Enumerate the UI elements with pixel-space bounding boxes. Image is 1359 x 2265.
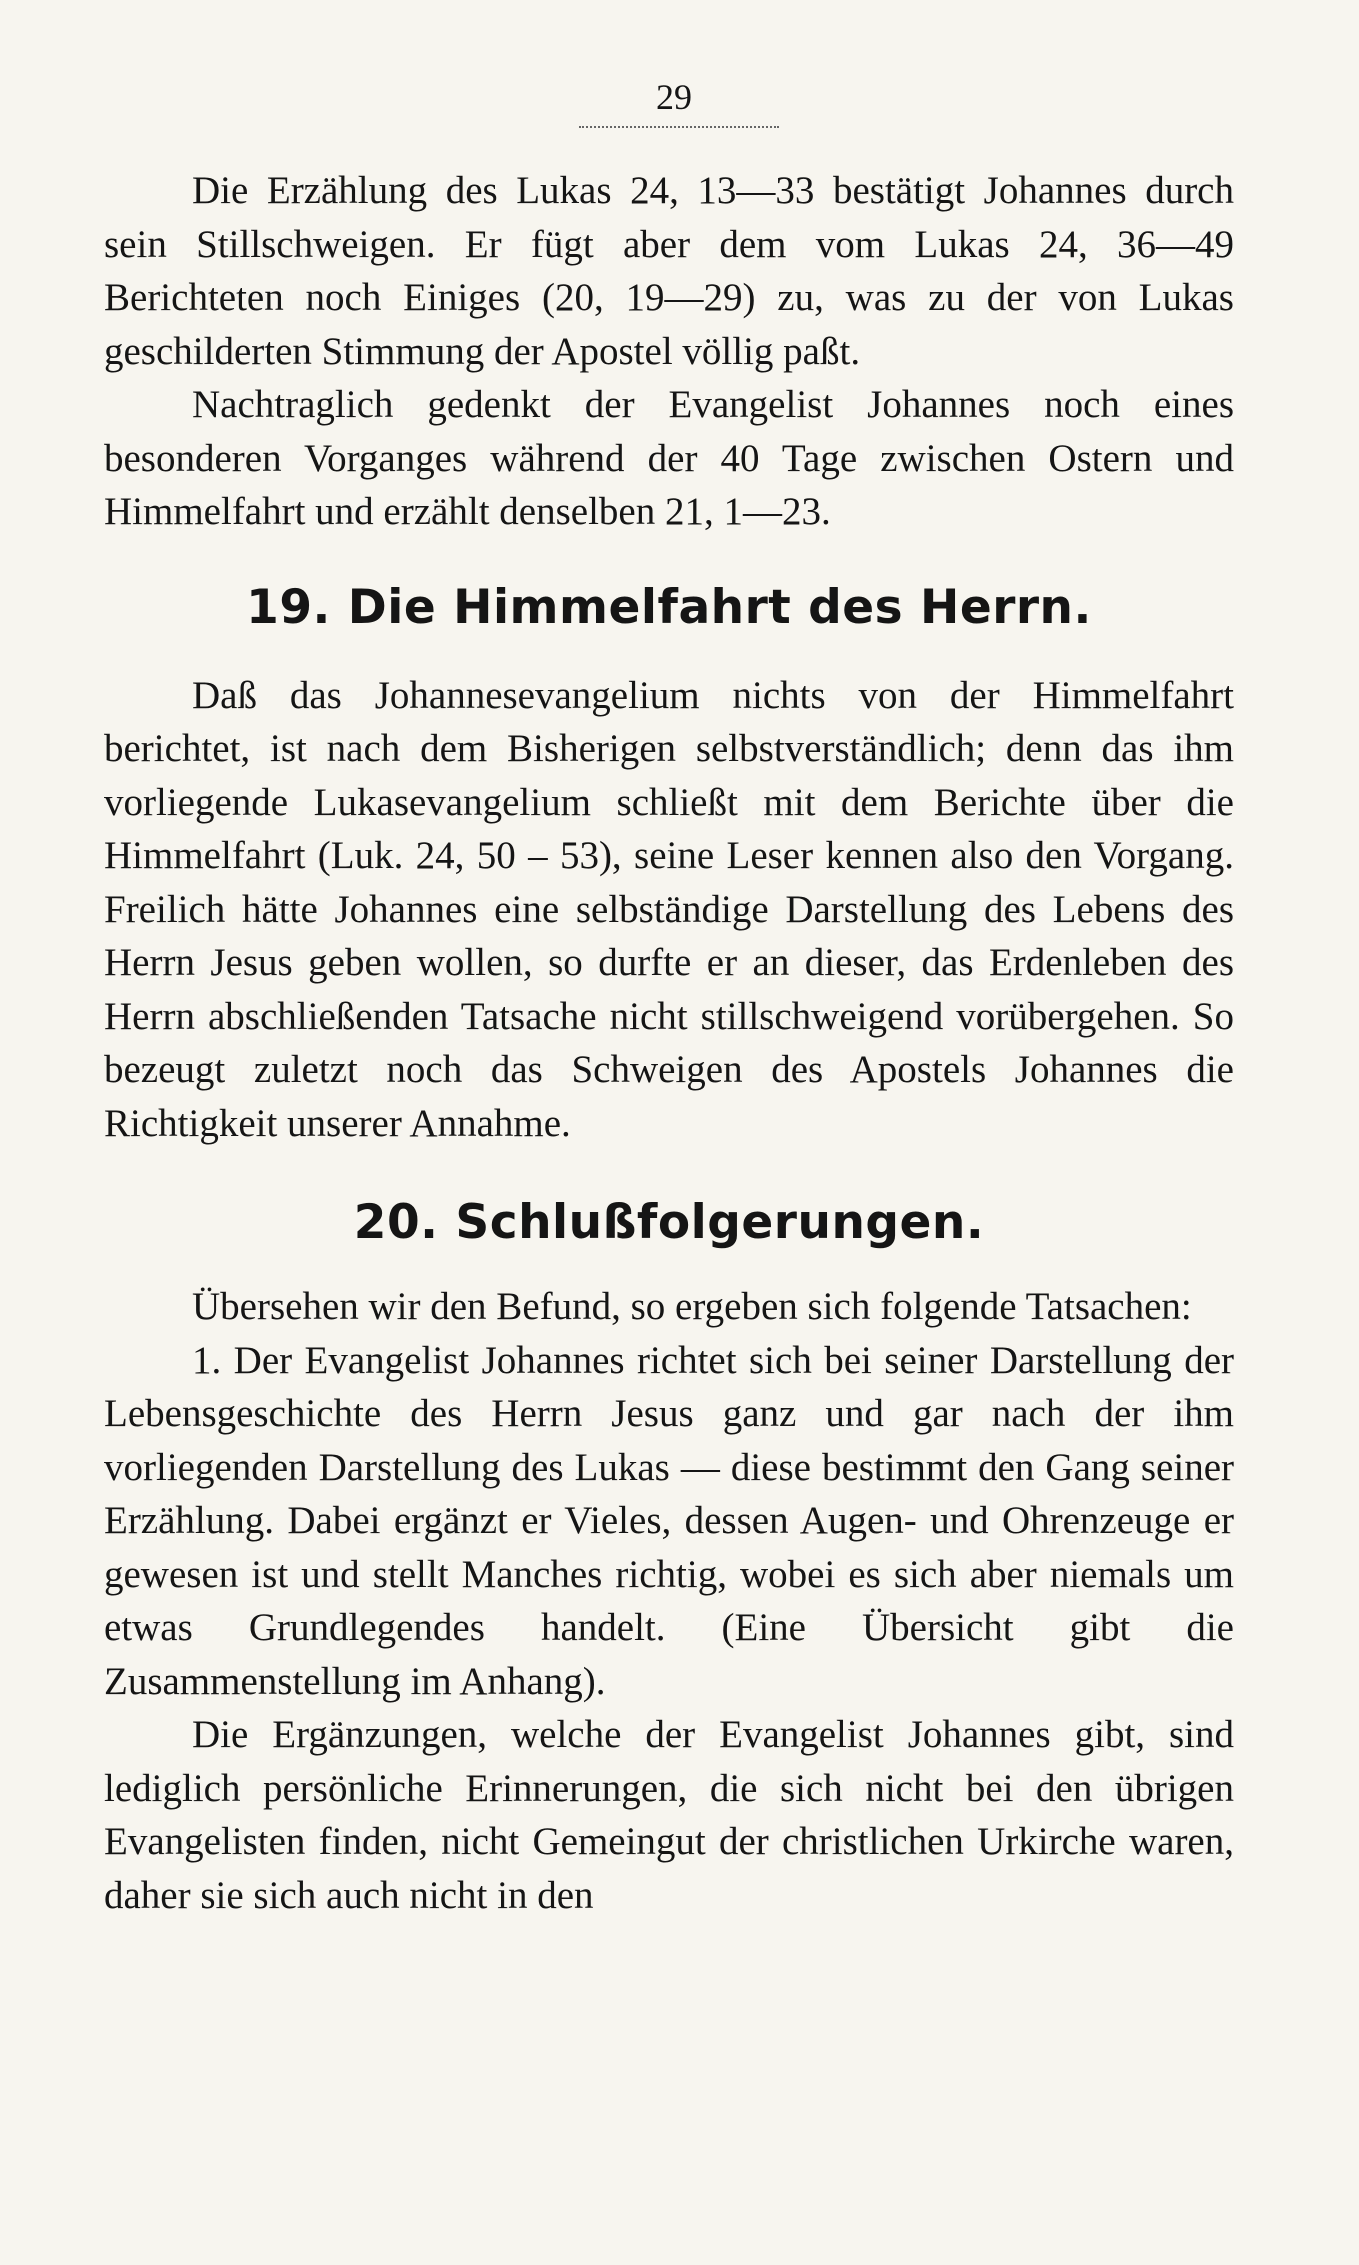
paragraph-point-1: 1. Der Evangelist Johannes richtet sich bei seiner Darstellung der Lebensgeschichte des Herrn Jesus ganz und gar nach der ihm vorliegenden Darstellung des Lukas — diese bestimmt den Gang seiner Erzählung. Dabei ergänzt er Vieles, dessen Augen- und Ohrenzeuge er gewesen ist und stellt Manches richtig, wobei es sich aber niemals um etwas Grundlegendes handelt. (Eine Übersicht gibt die Zusammenstellung im Anhang). bbox=[104, 1338, 1234, 1703]
page-number-rule bbox=[579, 126, 779, 128]
section-heading-20: 20. Schlußfolgerungen. bbox=[353, 1195, 985, 1250]
paragraph-nachtraeglich: Nachtraglich gedenkt der Evangelist Johannes noch eines besonderen Vorganges während der 40 Tage zwischen Ostern und Himmelfahrt und erzählt denselben 21, 1—23. bbox=[104, 383, 1234, 533]
paragraph-befund: Übersehen wir den Befund, so ergeben sich folgende Tatsachen: bbox=[192, 1285, 1192, 1328]
section-heading-19: 19. Die Himmelfahrt des Herrn. bbox=[246, 579, 1092, 635]
paragraph-lukas-24: Die Erzählung des Lukas 24, 13—33 bestätigt Johannes durch sein Stillschweigen. Er fügt aber dem vom Lukas 24, 36—49 Berichteten noch Einiges (20, 19—29) zu, was zu der von Lukas geschilderten Stimmung der Apostel völlig paßt. bbox=[104, 169, 1234, 373]
page-number: 29 bbox=[656, 77, 692, 117]
paragraph-ergaenzungen: Die Ergänzungen, welche der Evangelist Johannes gibt, sind lediglich persönliche Erinnerungen, die sich nicht bei den übrigen Evangelisten finden, nicht Gemeingut der christlichen Urkirche waren, daher sie sich auch nicht in den bbox=[104, 1713, 1234, 1917]
paragraph-himmelfahrt: Daß das Johannesevangelium nichts von der Himmelfahrt berichtet, ist nach dem Bisherigen selbstverständlich; denn das ihm vorliegende Lukasevangelium schließt mit dem Berichte über die Himmelfahrt (Luk. 24, 50 – 53), seine Leser kennen also den Vorgang. Freilich hätte Johannes eine selbständige Darstellung des Lebens des Herrn Jesus geben wollen, so durfte er an dieser, das Erdenleben des Herrn abschließenden Tatsache nicht stillschweigend vorübergehen. So bezeugt zuletzt noch das Schweigen des Apostels Johannes die Richtigkeit unserer Annahme. bbox=[104, 673, 1234, 1145]
